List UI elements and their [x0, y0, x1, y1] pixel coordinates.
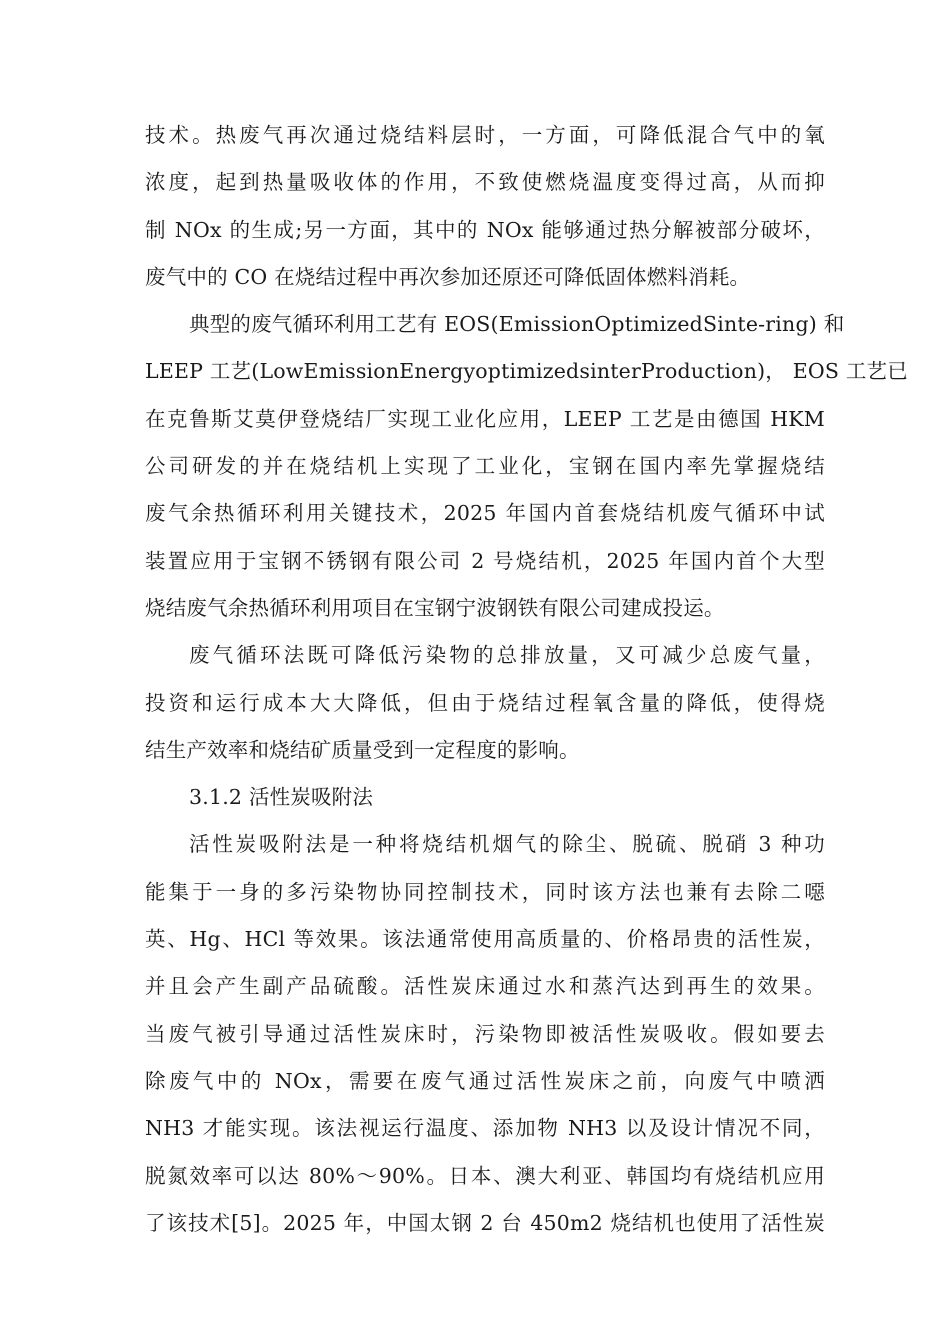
text-line: 装置应用于宝钢不锈钢有限公司 2 号烧结机，2025 年国内首个大型: [145, 548, 825, 573]
text-line: 在克鲁斯艾莫伊登烧结厂实现工业化应用，LEEP 工艺是由德国 HKM: [145, 406, 825, 431]
text-line: LEEP 工艺(LowEmissionEnergyoptimizedsinterProduction)， EOS 工艺已: [145, 359, 908, 384]
text-line: NH3 才能实现。该法视运行温度、添加物 NH3 以及设计情况不同，: [145, 1116, 825, 1141]
text-line: 了该技术[5]。2025 年，中国太钢 2 台 450m2 烧结机也使用了活性炭: [145, 1210, 825, 1235]
text-line: 并且会产生副产品硫酸。活性炭床通过水和蒸汽达到再生的效果。: [145, 974, 825, 999]
text-line: 浓度，起到热量吸收体的作用，不致使燃烧温度变得过高，从而抑: [145, 170, 825, 195]
text-line: 除废气中的 NOx，需要在废气通过活性炭床之前，向废气中喷洒: [145, 1068, 825, 1093]
paragraph-start-line: 典型的废气循环利用工艺有 EOS(EmissionOptimizedSinte-ring) 和: [189, 312, 845, 337]
text-line: 当废气被引导通过活性炭床时，污染物即被活性炭吸收。假如要去: [145, 1021, 825, 1046]
text-line: 制 NOx 的生成;另一方面，其中的 NOx 能够通过热分解被部分破坏，: [145, 217, 825, 242]
paragraph-start-line: 活性炭吸附法是一种将烧结机烟气的除尘、脱硫、脱硝 3 种功: [189, 832, 825, 857]
text-line: 技术。热废气再次通过烧结料层时，一方面，可降低混合气中的氧: [145, 123, 825, 147]
text-line: 结生产效率和烧结矿质量受到一定程度的影响。: [145, 737, 580, 762]
body-text: [145, 112, 908, 1247]
text-line: 英、Hg、HCl 等效果。该法通常使用高质量的、价格昂贵的活性炭，: [145, 927, 825, 952]
section-heading: 3.1.2 活性炭吸附法: [189, 785, 374, 810]
text-line: 脱氮效率可以达 80%～90%。日本、澳大利亚、韩国均有烧结机应用: [145, 1163, 825, 1188]
text-line: 烧结废气余热循环利用项目在宝钢宁波钢铁有限公司建成投运。: [145, 595, 725, 620]
text-line: 投资和运行成本大大降低，但由于烧结过程氧含量的降低，使得烧: [145, 690, 825, 715]
paragraph-start-line: 废气循环法既可降低污染物的总排放量，又可减少总废气量，: [189, 643, 825, 668]
text-line: 公司研发的并在烧结机上实现了工业化，宝钢在国内率先掌握烧结: [145, 454, 825, 479]
text-line: 废气中的 CO 在烧结过程中再次参加还原还可降低固体燃料消耗。: [145, 264, 751, 289]
text-line: 能集于一身的多污染物协同控制技术，同时该方法也兼有去除二噁: [145, 879, 825, 904]
text-line: 废气余热循环利用关键技术，2025 年国内首套烧结机废气循环中试: [145, 501, 825, 526]
